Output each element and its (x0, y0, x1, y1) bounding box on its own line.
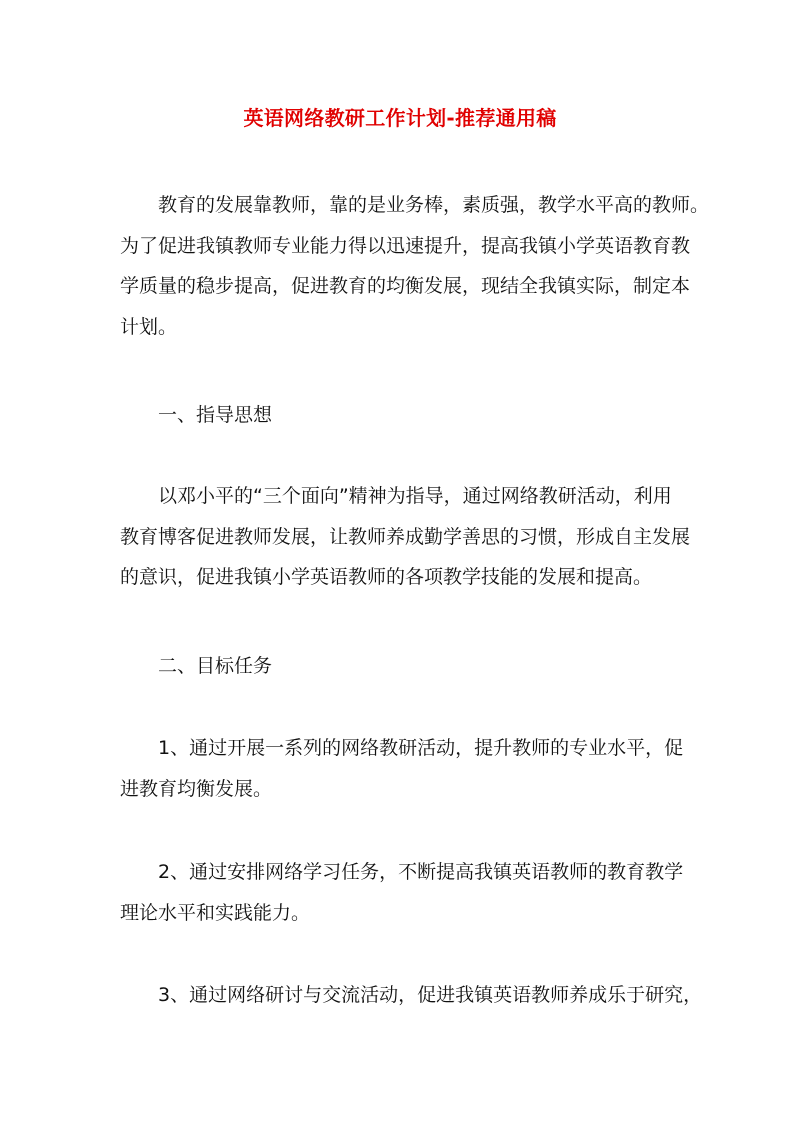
document-title: 英语网络教研工作计划-推荐通用稿 (243, 106, 557, 130)
goal-item-2 (120, 852, 682, 933)
paragraph-line: 为了促进我镇教师专业能力得以迅速提升，提高我镇小学英语教育教 (120, 234, 691, 257)
section-heading-guiding-ideology (120, 395, 682, 436)
paragraph-line: 学质量的稳步提高，促进教育的均衡发展，现结全我镇实际，制定本 (120, 275, 691, 297)
heading-text: 一、指导思想 (158, 404, 273, 426)
paragraph-line: 理论水平和实践能力。 (120, 901, 311, 924)
paragraph-line: 3、通过网络研讨与交流活动，促进我镇英语教师养成乐于研究， (158, 984, 703, 1006)
guiding-ideology-paragraph (120, 476, 691, 598)
paragraph-line: 计划。 (120, 315, 178, 338)
paragraph-line: 2、通过安排网络学习任务，不断提高我镇英语教师的教育教学 (158, 861, 684, 883)
section-heading-goals (120, 646, 682, 687)
heading-text: 二、目标任务 (158, 655, 273, 677)
paragraph-line: 教育的发展靠教师，靠的是业务棒，素质强，教学水平高的教师。 (158, 194, 710, 216)
paragraph-line: 1、通过开展一系列的网络教研活动，提升教师的专业水平，促 (158, 737, 684, 759)
paragraph-line: 进教育均衡发展。 (120, 777, 273, 800)
paragraph-line: 以邓小平的“三个面向”精神为指导，通过网络教研活动，利用 (158, 485, 672, 507)
goal-item-3 (120, 975, 703, 1016)
intro-paragraph (120, 185, 710, 347)
paragraph-line: 教育博客促进教师发展，让教师养成勤学善思的习惯，形成自主发展 (120, 525, 691, 548)
paragraph-line: 的意识，促进我镇小学英语教师的各项教学技能的发展和提高。 (120, 566, 653, 588)
goal-item-1 (120, 728, 682, 809)
